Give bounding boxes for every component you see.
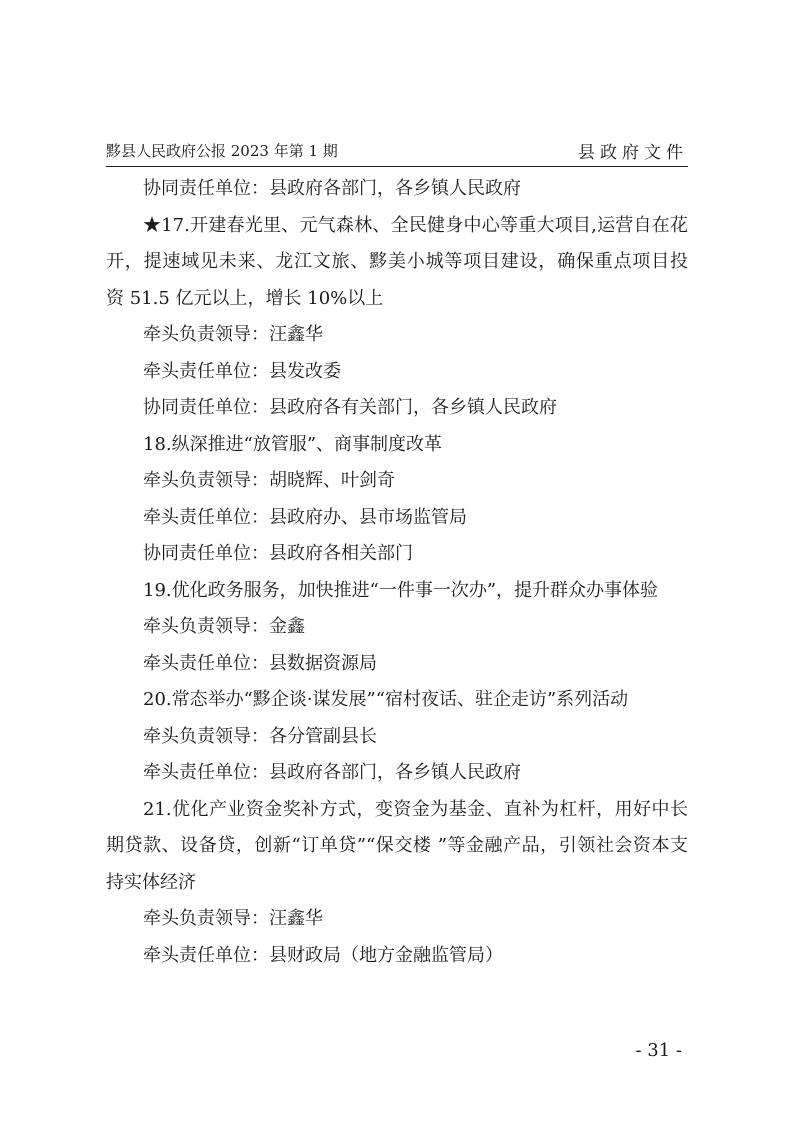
- body-line: 持实体经济: [106, 871, 196, 893]
- body-line: ★17.开建春光里、元气森林、全民健身中心等重大项目,运营自在花: [143, 214, 688, 236]
- body-line: 牵头责任单位：县发改委: [143, 360, 341, 382]
- body-line: 协同责任单位：县政府各部门，各乡镇人民政府: [143, 178, 521, 199]
- body-line: 协同责任单位：县政府各相关部门: [143, 543, 413, 564]
- body-line: 协同责任单位：县政府各有关部门，各乡镇人民政府: [143, 397, 557, 418]
- body-line: 牵头负责领导：胡晓辉、叶剑奇: [143, 470, 395, 491]
- gazette-title: 黟县人民政府公报 2023 年第 1 期: [106, 142, 338, 160]
- body-line: 牵头责任单位：县数据资源局: [143, 652, 377, 674]
- body-line: 牵头负责领导：汪鑫华: [143, 908, 323, 929]
- body-line: 期贷款、设备贷，创新“订单贷”“保交楼 ”等金融产品，引领社会资本支: [106, 835, 688, 856]
- body-line: 牵头负责领导：各分管副县长: [143, 725, 377, 747]
- body-line: 20.常态举办“黟企谈·谋发展”“宿村夜话、驻企走访”系列活动: [143, 689, 629, 710]
- body-line: 18.纵深推进“放管服”、商事制度改革: [143, 433, 443, 455]
- body-line: 开，提速域见未来、龙江文旅、黟美小城等项目建设，确保重点项目投: [106, 251, 688, 272]
- body-line: 牵头责任单位：县政府办、县市场监管局: [143, 506, 467, 528]
- body-line: 21.优化产业资金奖补方式，变资金为基金、直补为杠杆，用好中长: [143, 798, 688, 820]
- header-divider: [106, 166, 688, 167]
- body-line: 19.优化政务服务，加快推进“一件事一次办”，提升群众办事体验: [143, 579, 659, 601]
- body-line: 牵头责任单位：县政府各部门，各乡镇人民政府: [143, 762, 521, 783]
- page-header: [106, 134, 688, 164]
- body-line: 资 51.5 亿元以上，增长 10%以上: [106, 287, 384, 309]
- section-title: 县政府文件: [578, 143, 688, 163]
- body-line: 牵头负责领导：金鑫: [143, 616, 305, 637]
- body-line: 牵头负责领导：汪鑫华: [143, 324, 323, 345]
- body-line: 牵头责任单位：县财政局（地方金融监管局）: [143, 944, 503, 966]
- document-body: [106, 171, 688, 974]
- page-number: - 31 -: [635, 1040, 682, 1061]
